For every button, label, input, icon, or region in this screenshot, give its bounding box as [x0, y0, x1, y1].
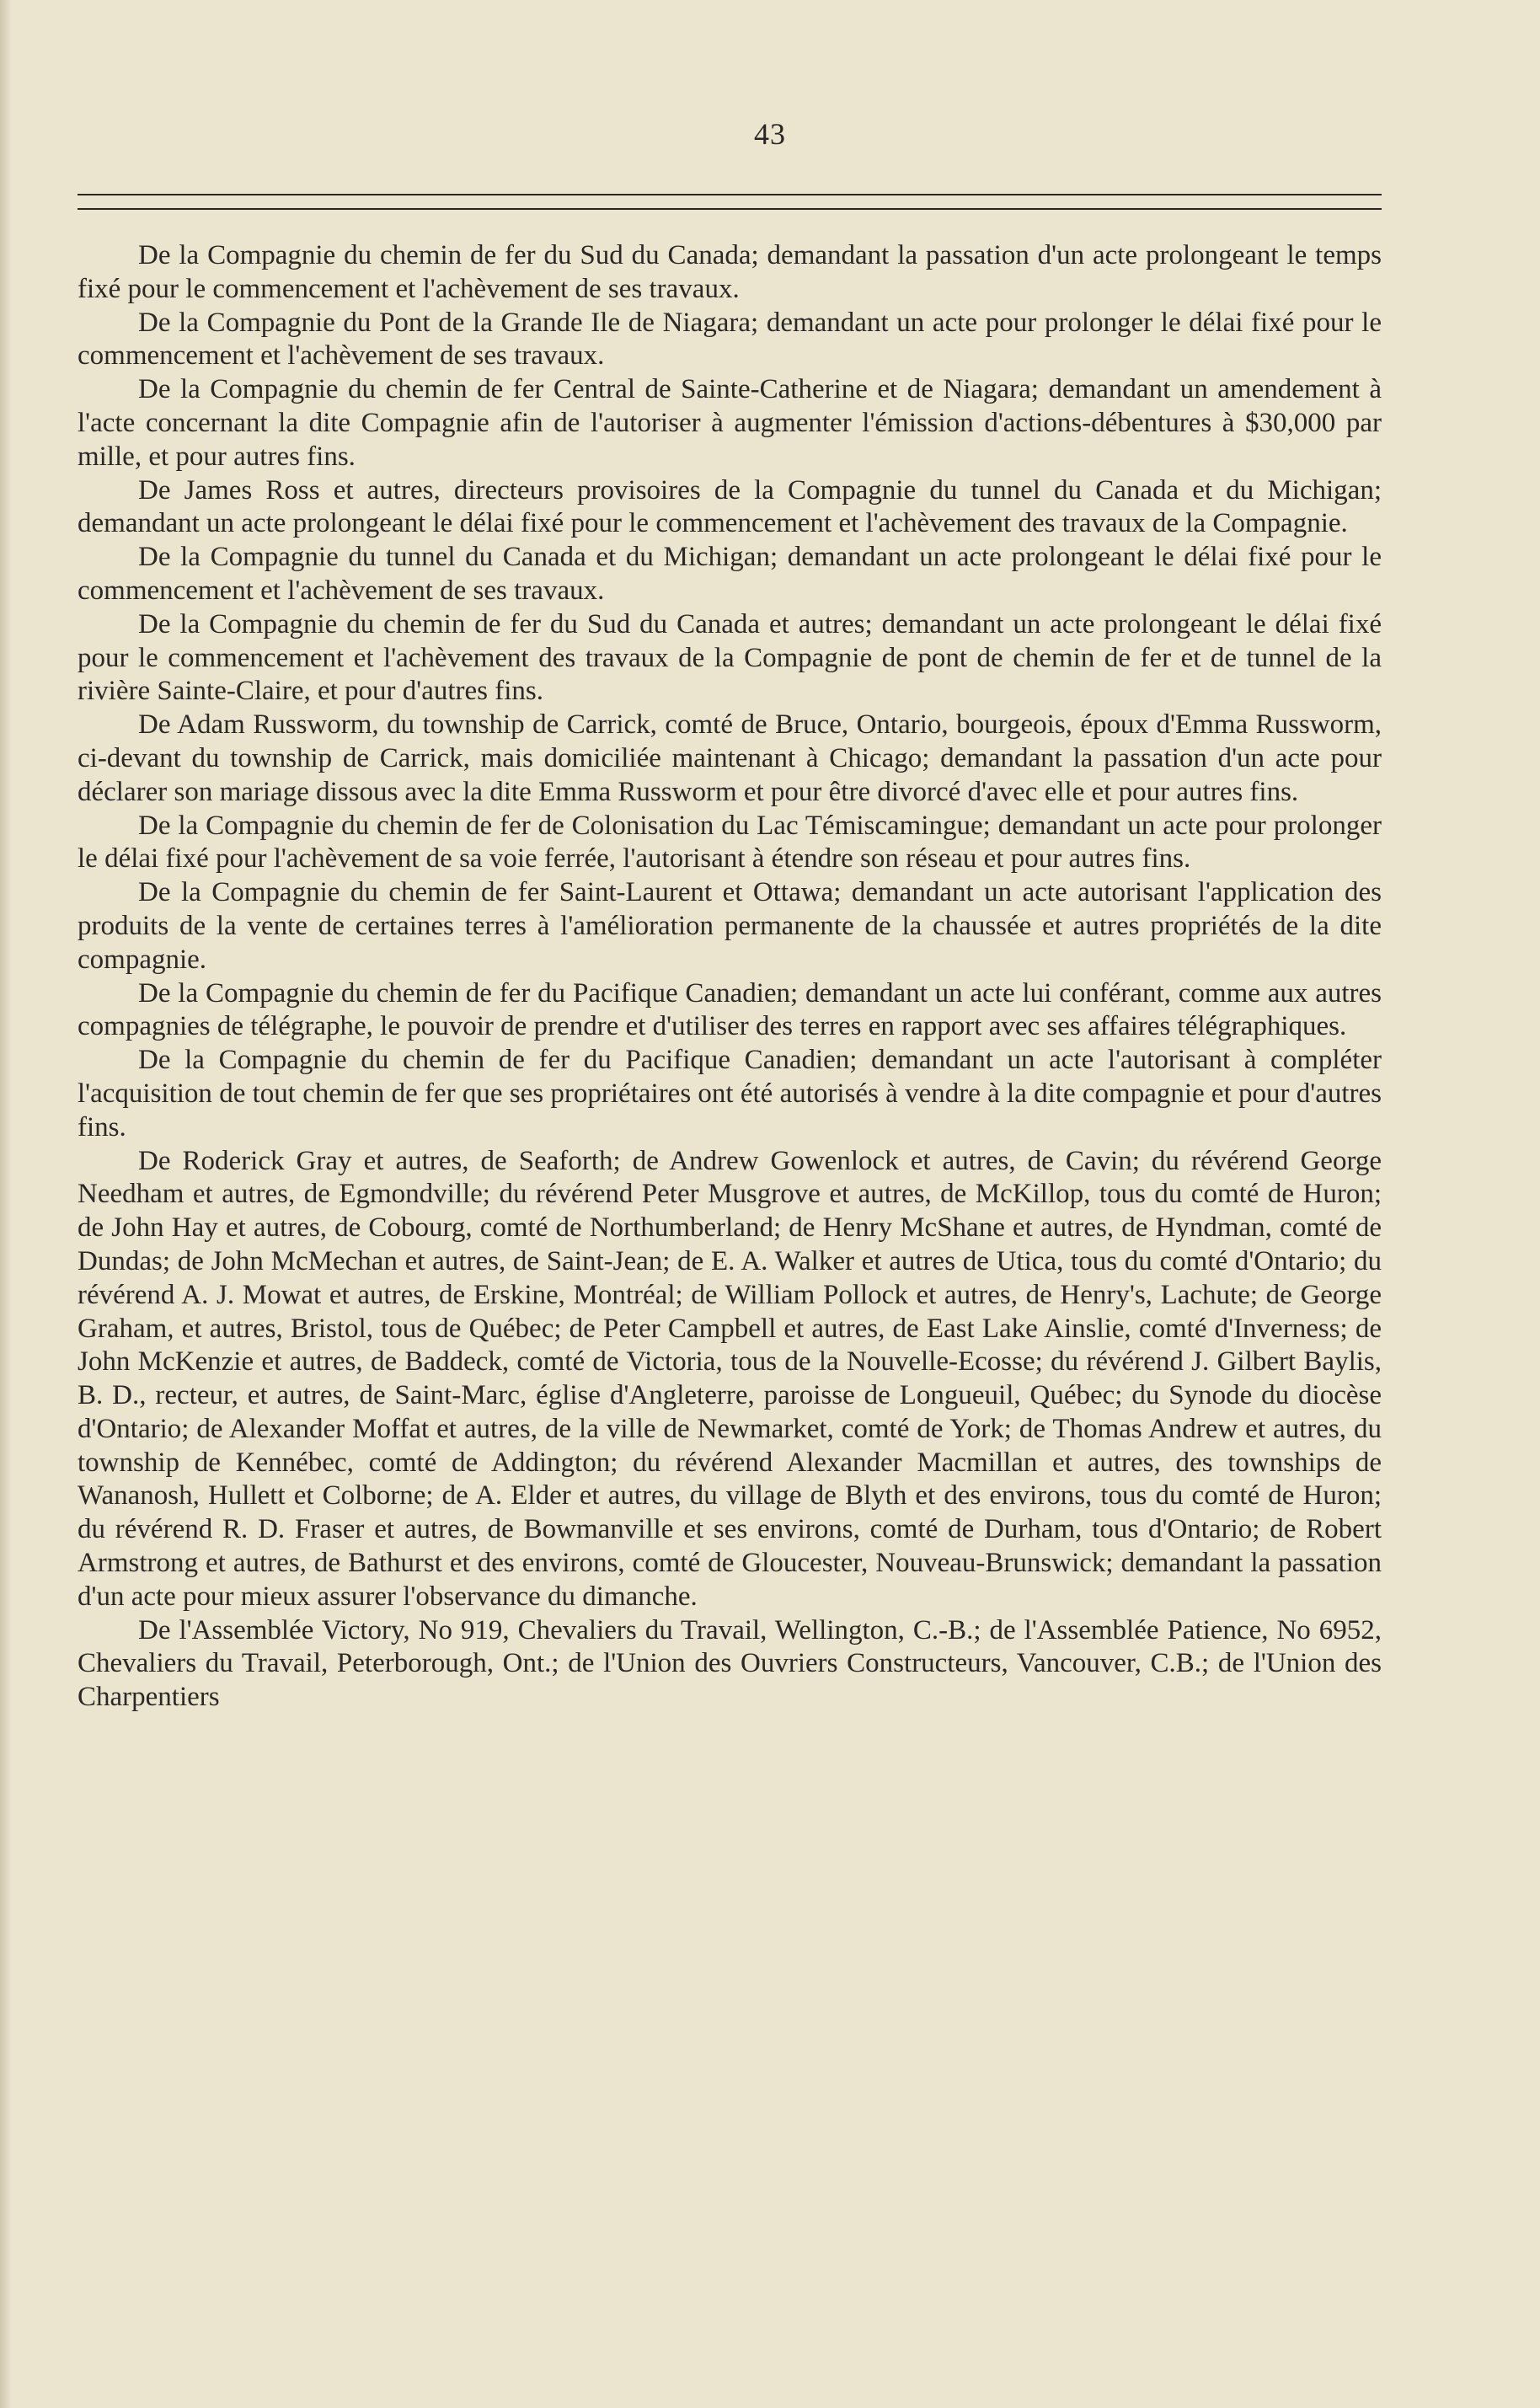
paragraph-chevaliers-travail: De l'Assemblée Victory, No 919, Chevaliers du Travail, Wellington, C.-B.; de l'Assemblée Patience, No 6952, Chevaliers du Travail, Peterborough, Ont.; de l'Union des Ouvriers Constructeurs, Vancouver, C.B.; de l'Union des Charpentiers	[78, 1614, 1382, 1713]
paragraph-petitions-dimanche: De Roderick Gray et autres, de Seaforth; de Andrew Gowenlock et autres, de Cavin; du révérend George Needham et autres, de Egmondville; du révérend Peter Musgrove et autres, de McKillop, tous du comté de Huron; de John Hay et autres, de Cobourg, comté de Northumberland; de Henry McShane et autres, de Hyndman, comté de Dundas; de John McMechan et autres, de Saint-Jean; de E. A. Walker et autres de Utica, tous du comté d'Ontario; du révérend A. J. Mowat et autres, de Erskine, Montréal; de William Pollock et autres, de Henry's, Lachute; de George Graham, et autres, Bristol, tous de Québec; de Peter Campbell et autres, de East Lake Ainslie, comté d'Inverness; de John McKenzie et autres, de Baddeck, comté de Victoria, tous de la Nouvelle-Ecosse; du révérend J. Gilbert Baylis, B. D., recteur, et autres, de Saint-Marc, église d'Angleterre, paroisse de Longueuil, Québec; du Synode du diocèse d'Ontario; de Alexander Moffat et autres, de la ville de Newmarket, comté de York; de Thomas Andrew et autres, du township de Kennébec, comté de Addington; du révérend Alexander Macmillan et autres, des townships de Wananosh, Hullett et Colborne; de A. Elder et autres, du village de Blyth et des environs, tous du comté de Huron; du révérend R. D. Fraser et autres, de Bowmanville et ses environs, comté de Durham, tous d'Ontario; de Robert Armstrong et autres, de Bathurst et des environs, comté de Gloucester, Nouveau-Brunswick; demandant la passation d'un acte pour mieux assurer l'observance du dimanche.	[78, 1145, 1382, 1612]
header-rule-bottom	[78, 208, 1382, 210]
paragraph-adam-russworm: De Adam Russworm, du township de Carrick, comté de Bruce, Ontario, bourgeois, époux d'Emma Russworm, ci-devant du township de Carrick, mais domiciliée maintenant à Chicago; demandant la passation d'un acte pour déclarer son mariage dissous avec la dite Emma Russworm et pour être divorcé d'avec elle et pour autres fins.	[78, 709, 1382, 807]
paragraph-sud-canada-sainte-claire: De la Compagnie du chemin de fer du Sud du Canada et autres; demandant un acte prolongeant le délai fixé pour le commencement et l'achèvement des travaux de la Compagnie de pont de chemin de fer et de tunnel de la rivière Sainte-Claire, et pour d'autres fins.	[78, 608, 1382, 707]
paragraph-pont-grande-ile: De la Compagnie du Pont de la Grande Ile de Niagara; demandant un acte pour prolonger le délai fixé pour le commencement et l'achèvement de ses travaux.	[78, 307, 1382, 372]
paragraph-sud-canada-delai: De la Compagnie du chemin de fer du Sud du Canada; demandant la passation d'un acte prolongeant le temps fixé pour le commencement et l'achèvement de ses travaux.	[78, 240, 1382, 304]
paragraph-saint-laurent-ottawa: De la Compagnie du chemin de fer Saint-Laurent et Ottawa; demandant un acte autorisant l'application des produits de la vente de certaines terres à l'amélioration permanente de la chaussée et autres propriétés de la dite compagnie.	[78, 877, 1382, 975]
page-edge-shadow	[0, 0, 12, 2408]
page-number: 43	[754, 117, 786, 151]
paragraph-tunnel-canada-michigan: De la Compagnie du tunnel du Canada et du Michigan; demandant un acte prolongeant le délai fixé pour le commencement et l'achèvement de ses travaux.	[78, 542, 1382, 606]
paragraph-central-sainte-catherine: De la Compagnie du chemin de fer Central de Sainte-Catherine et de Niagara; demandant un amendement à l'acte concernant la dite Compagnie afin de l'autoriser à augmenter l'émission d'actions-débentures à $30,000 par mille, et pour autres fins.	[78, 374, 1382, 472]
body-text	[78, 239, 1382, 1715]
header-rule-top	[78, 194, 1382, 195]
paragraph-pacifique-telegraphe: De la Compagnie du chemin de fer du Pacifique Canadien; demandant un acte lui conférant, comme aux autres compagnies de télégraphe, le pouvoir de prendre et d'utiliser des terres en rapport avec ses affaires télégraphiques.	[78, 977, 1382, 1042]
paragraph-james-ross-tunnel: De James Ross et autres, directeurs provisoires de la Compagnie du tunnel du Canada et du Michigan; demandant un acte prolongeant le délai fixé pour le commencement et l'achèvement des travaux de la Compagnie.	[78, 474, 1382, 539]
paragraph-pacifique-acquisition: De la Compagnie du chemin de fer du Pacifique Canadien; demandant un acte l'autorisant à compléter l'acquisition de tout chemin de fer que ses propriétaires ont été autorisés à vendre à la dite compagnie et pour d'autres fins.	[78, 1045, 1382, 1142]
paragraph-lac-temiscamingue: De la Compagnie du chemin de fer de Colonisation du Lac Témiscamingue; demandant un acte pour prolonger le délai fixé pour l'achèvement de sa voie ferrée, l'autorisant à étendre son réseau et pour autres fins.	[78, 810, 1382, 875]
